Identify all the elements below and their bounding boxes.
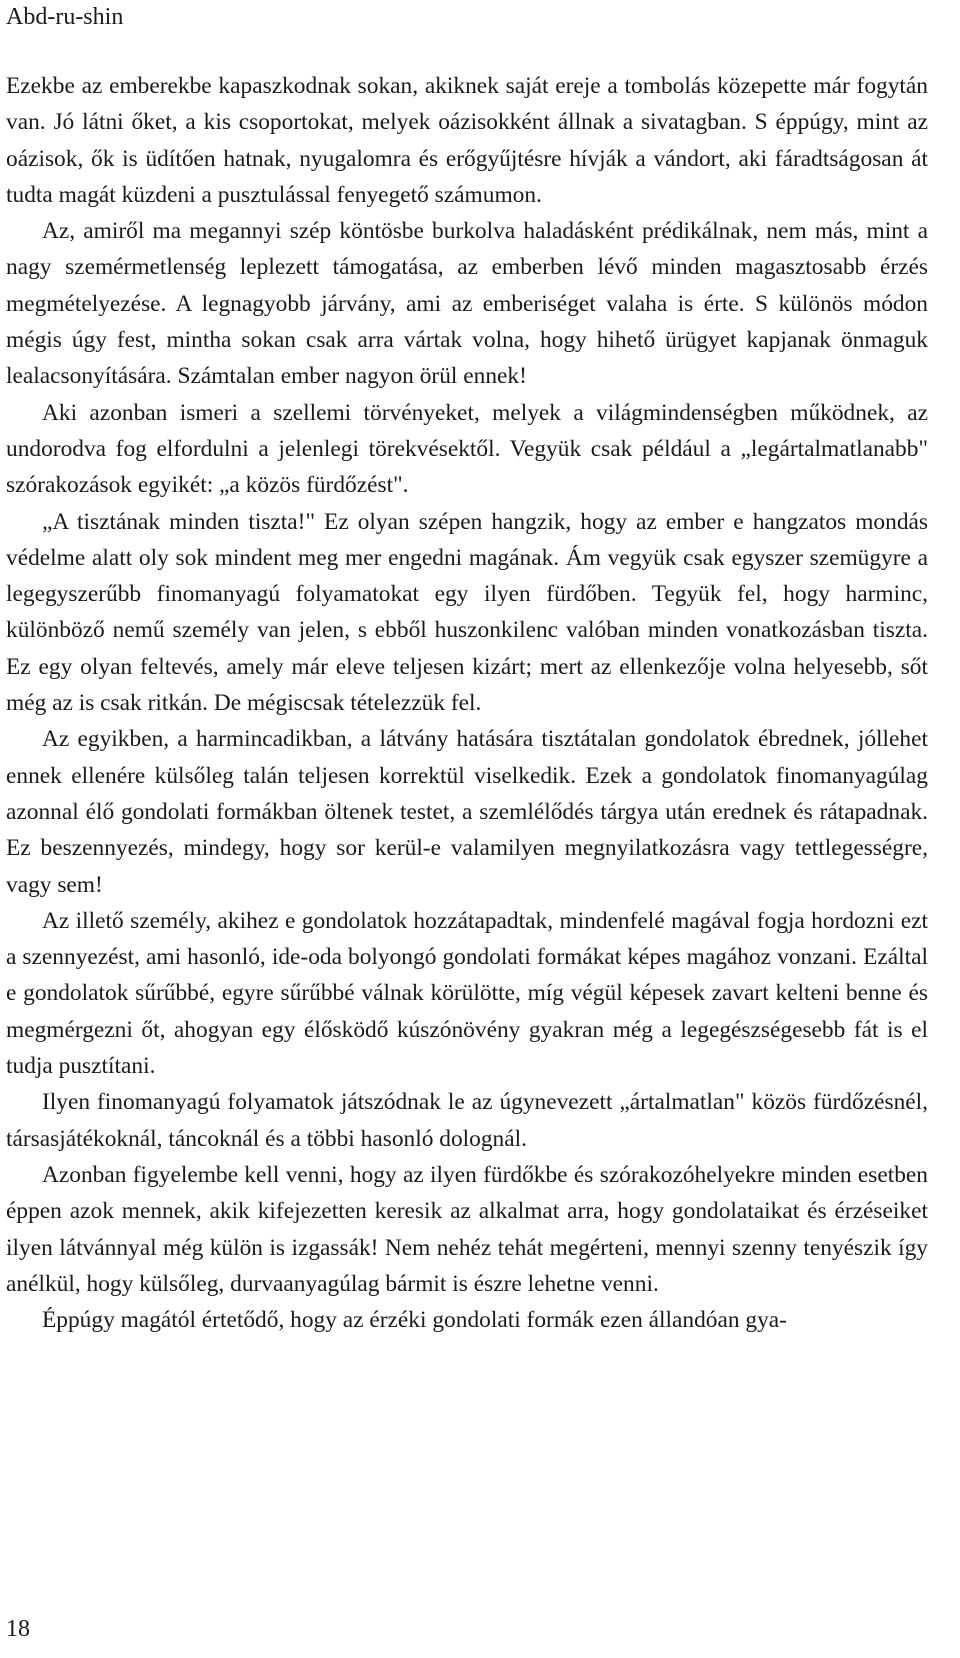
paragraph: Az egyikben, a harmincadikban, a látvány hatására tisztátalan gondolatok ébrednek, jóllehet ennek ellenére külsőleg talán teljesen korrektül viselkedik. Ezek a gondolatok finomanyagúlag azonnal élő gondolati formákban öltenek testet, a szemlélődés tárgya után erednek és rátapadnak. Ez beszennyezés, mindegy, hogy sor kerül-e valamilyen megnyilatkozásra vagy tettlegességre, vagy sem! [6,726,928,898]
page-body [6,68,928,1338]
paragraph: Éppúgy magától értetődő, hogy az érzéki gondolati formák ezen állandóan gya- [42,1307,787,1334]
paragraph: Ilyen finomanyagú folyamatok játszódnak le az úgynevezett „ártalmatlan" közös fürdőzésnél, társasjátékoknál, táncoknál és a többi hasonló dolognál. [6,1089,928,1152]
page-number: 18 [6,1616,30,1642]
paragraph: Ezekbe az emberekbe kapaszkodnak sokan, akiknek saját ereje a tombolás közepette már fogytán van. Jó látni őket, a kis csoportokat, melyek oázisokként állnak a sivatagban. S éppúgy, mint az oázisok, ők is üdítően hatnak, nyugalomra és erőgyűjtésre hívják a vándort, aki fáradtságosan át tudta magát küzdeni a pusztulással fenyegető számumon. [6,73,928,208]
paragraph: Az illető személy, akihez e gondolatok hozzátapadtak, mindenfelé magával fogja hordozni ezt a szennyezést, ami hasonló, ide-oda bolyongó gondolati formákat képes magához vonzani. Ezáltal e gondolatok sűrűbbé, egyre sűrűbbé válnak körülötte, míg végül képesek zavart kelteni benne és megmérgezni őt, ahogyan egy élősködő kúszónövény gyakran még a legegészségesebb fát is el tudja pusztítani. [6,907,928,1080]
paragraph: Azonban figyelembe kell venni, hogy az ilyen fürdőkbe és szórakozóhelyekre minden esetben éppen azok mennek, akik kifejezetten keresik az alkalmat arra, hogy gondolataikat és érzéseiket ilyen látvánnyal még külön is izgassák! Nem nehéz tehát megérteni, mennyi szenny tenyészik így anélkül, hogy külsőleg, durvaanyagúlag bármit is észre lehetne venni. [6,1161,928,1297]
running-header: Abd-ru-shin [6,4,124,30]
paragraph: Az, amiről ma megannyi szép köntösbe burkolva haladásként prédikálnak, nem más, mint a nagy szemérmetlenség leplezett támogatása, az emberben lévő minden magasztosabb érzés megmételyezése. A legnagyobb járvány, ami az emberiséget valaha is érte. S különös módon mégis úgy fest, mintha sokan csak arra vártak volna, hogy hihető ürügyet kapjanak önmaguk lealacsonyítására. Számtalan ember nagyon örül ennek! [6,218,928,390]
paragraph: Aki azonban ismeri a szellemi törvényeket, melyek a világmindenségben működnek, az undorodva fog elfordulni a jelenlegi törekvésektől. Vegyük csak például a „legártalmatlanabb" szórakozások egyikét: „a közös fürdőzést". [6,399,928,499]
paragraph: „A tisztának minden tiszta!" Ez olyan szépen hangzik, hogy az ember e hangzatos mondás védelme alatt oly sok mindent meg mer engedni magának. Ám vegyük csak egyszer szemügyre a legegyszerűbb finomanyagú folyamatokat egy ilyen fürdőben. Tegyük fel, hogy harminc, különböző nemű személy van jelen, s ebből huszonkilenc valóban minden vonatkozásban tiszta. Ez egy olyan feltevés, amely már eleve teljesen kizárt; mert az ellenkezője volna helyesebb, sőt még az is csak ritkán. De mégiscsak tételezzük fel. [6,508,928,717]
